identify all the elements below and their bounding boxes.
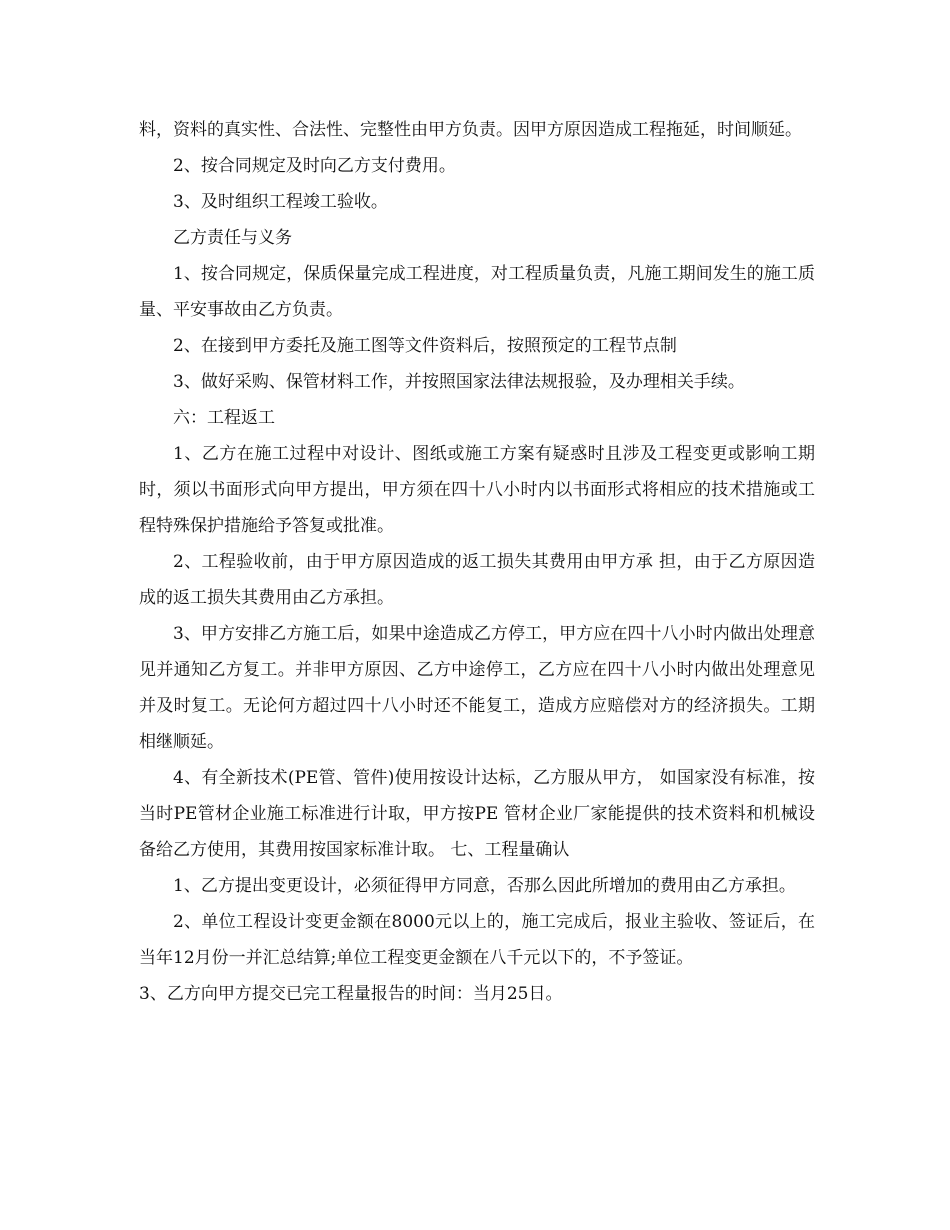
paragraph: 料，资料的真实性、合法性、完整性由甲方负责。因甲方原因造成工程拖延，时间顺延。 (139, 120, 802, 140)
paragraph: 1、乙方在施工过程中对设计、图纸或施工方案有疑惑时且涉及工程变更或影响工期时，须以书面形式向甲方提出，甲方须在四十八小时内以书面形式将相应的技术措施或工程特殊保护措施给予答复或批准。 (139, 444, 815, 536)
paragraph: 2、工程验收前，由于甲方原因造成的返工损失其费用由甲方承 担，由于乙方原因造成的返工损失其费用由乙方承担。 (139, 552, 815, 608)
paragraph: 3、做好采购、保管材料工作，并按照国家法律法规报验，及办理相关手续。 (173, 372, 745, 392)
document-body (139, 112, 815, 1012)
paragraph: 1、按合同规定，保质保量完成工程进度，对工程质量负责，凡施工期间发生的施工质量、平安事故由乙方负责。 (139, 264, 815, 320)
paragraph: 3、及时组织工程竣工验收。 (173, 192, 388, 212)
paragraph: 2、按合同规定及时向乙方支付费用。 (173, 156, 456, 176)
section-heading: 乙方责任与义务 (173, 228, 292, 248)
section-heading: 六：工程返工 (173, 408, 275, 428)
paragraph: 1、乙方提出变更设计，必须征得甲方同意，否那么因此所增加的费用由乙方承担。 (173, 876, 796, 896)
paragraph: 3、乙方向甲方提交已完工程量报告的时间：当月25日。 (139, 984, 563, 1004)
paragraph: 2、单位工程设计变更金额在8000元以上的，施工完成后，报业主验收、签证后，在当年12月份一并汇总结算;单位工程变更金额在八千元以下的，不予签证。 (139, 912, 815, 968)
paragraph: 4、有全新技术(PE管、管件)使用按设计达标，乙方服从甲方， 如国家没有标准，按当时PE管材企业施工标准进行计取，甲方按PE 管材企业厂家能提供的技术资料和机械设备给乙方使用，其费用按国家标准计取。 七、工程量确认 (139, 768, 815, 860)
paragraph: 2、在接到甲方委托及施工图等文件资料后，按照预定的工程节点制 (173, 336, 677, 356)
paragraph: 3、甲方安排乙方施工后，如果中途造成乙方停工，甲方应在四十八小时内做出处理意见并通知乙方复工。并非甲方原因、乙方中途停工，乙方应在四十八小时内做出处理意见并及时复工。无论何方超过四十八小时还不能复工，造成方应赔偿对方的经济损失。工期相继顺延。 (139, 624, 815, 752)
